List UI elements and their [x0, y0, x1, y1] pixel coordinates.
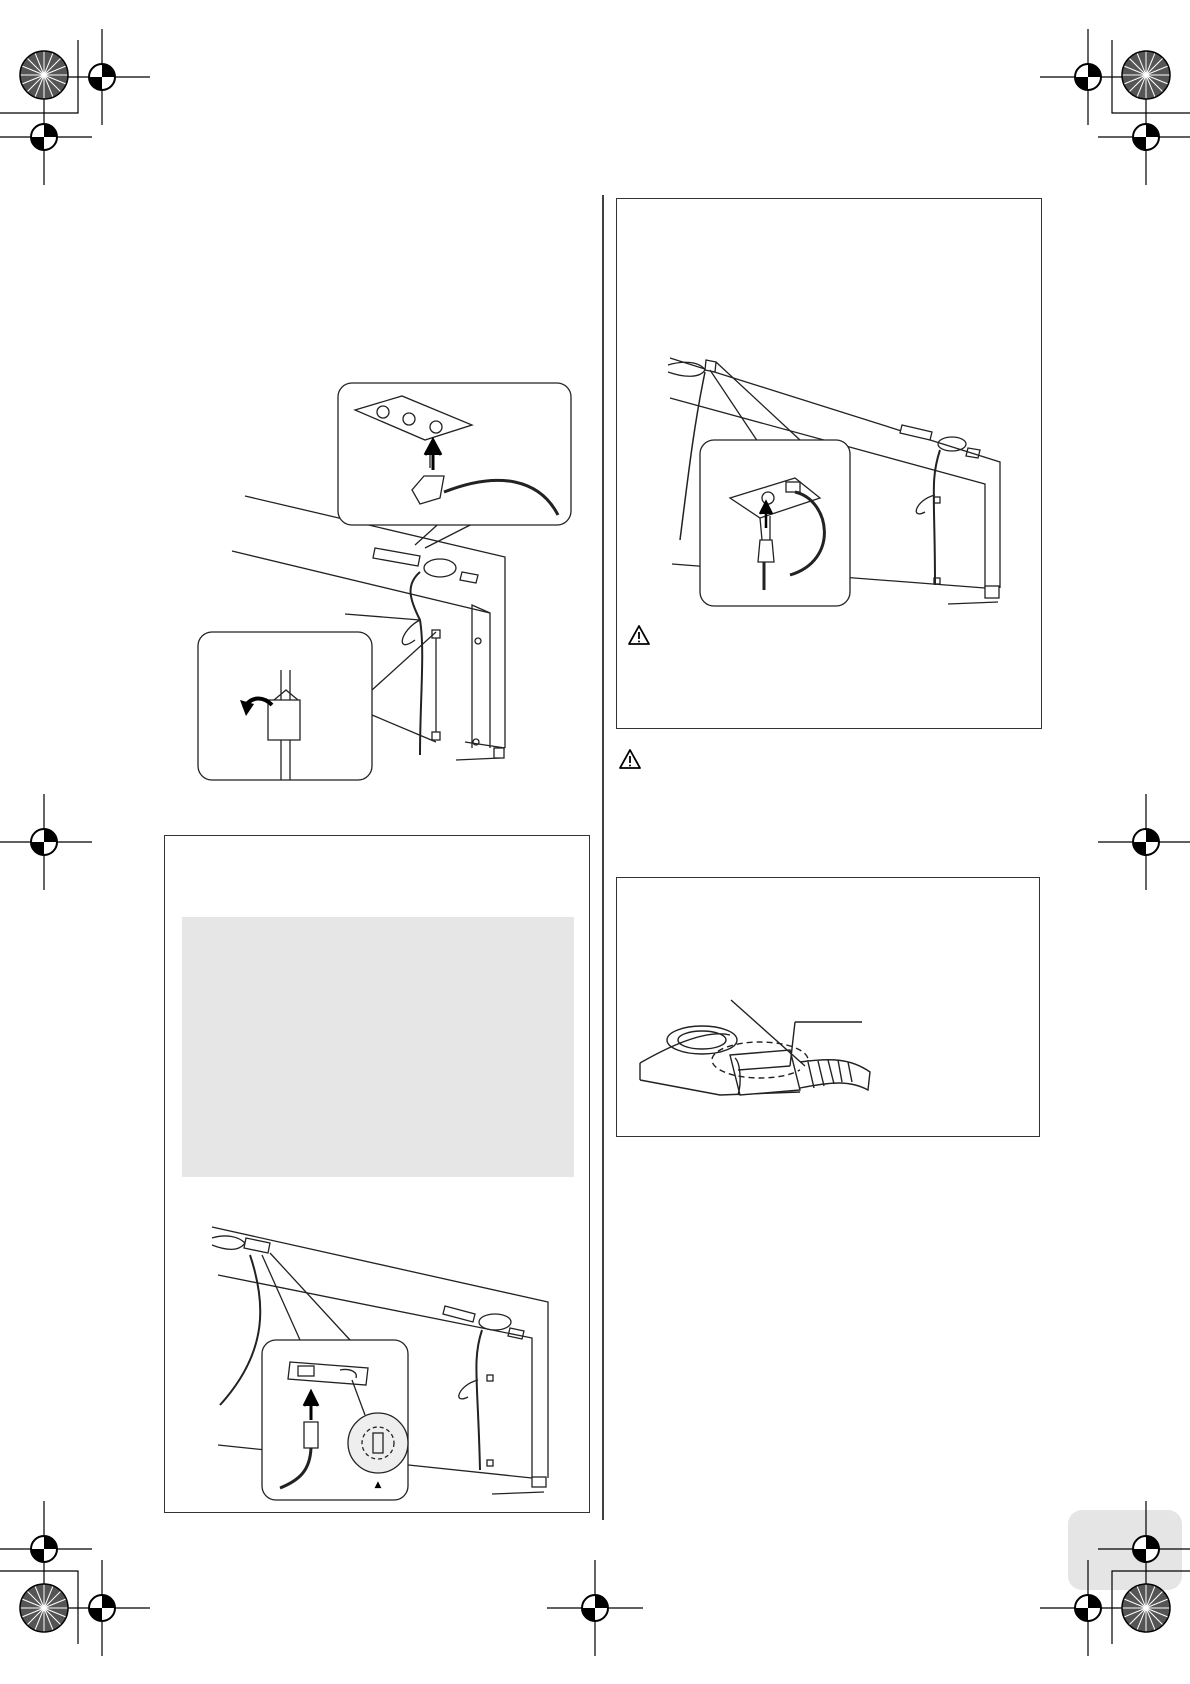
color-target-icon: [20, 51, 1170, 1632]
registration-mark-icon: [0, 29, 1190, 1656]
caution-icon: [620, 750, 640, 768]
cord-clamp-figure: [640, 1000, 870, 1095]
usb-connection-figure: [212, 1227, 548, 1500]
crop-marks: [0, 40, 1190, 1644]
lock-indicator: ▲: [374, 1480, 382, 1490]
pedal-cord-figure: [198, 383, 571, 780]
caution-icon: [629, 626, 649, 644]
power-cord-figure: [668, 358, 1000, 606]
